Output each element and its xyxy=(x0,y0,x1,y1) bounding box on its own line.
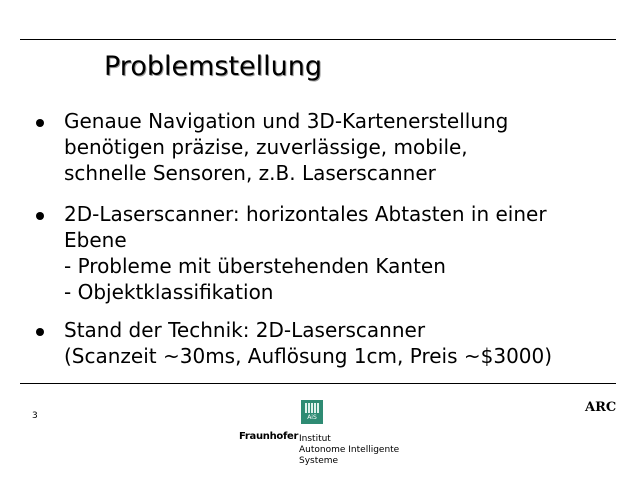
fraunhofer-logo-text: Fraunhofer xyxy=(239,431,299,442)
ais-logo-icon xyxy=(301,400,323,424)
logo-bars xyxy=(305,403,319,413)
bullet-text: Genaue Navigation und 3D-Kartenerstellung benötigen präzise, zuverlässige, mobile, schnelle Sensoren, z.B. Laserscanner xyxy=(64,109,509,185)
bullet-text: Stand der Technik: 2D-Laserscanner (Scanzeit ~30ms, Auflösung 1cm, Preis ~$3000) xyxy=(64,318,553,368)
bullet-text: 2D-Laserscanner: horizontales Abtasten in einer Ebene - Probleme mit überstehenden Kanten - Objektklassifikation xyxy=(64,202,547,304)
top-divider xyxy=(20,39,616,40)
page-number: 3 xyxy=(32,411,38,421)
logo-label: AiS xyxy=(307,414,317,421)
bullet-dot-icon xyxy=(36,212,44,220)
bullet-dot-icon xyxy=(36,328,44,336)
institute-name: Institut Autonome Intelligente Systeme xyxy=(299,434,400,466)
bullet-dot-icon xyxy=(36,119,44,127)
slide-title: Problemstellung xyxy=(104,51,323,82)
bottom-divider xyxy=(20,383,616,384)
arc-label: ARC xyxy=(585,400,617,415)
